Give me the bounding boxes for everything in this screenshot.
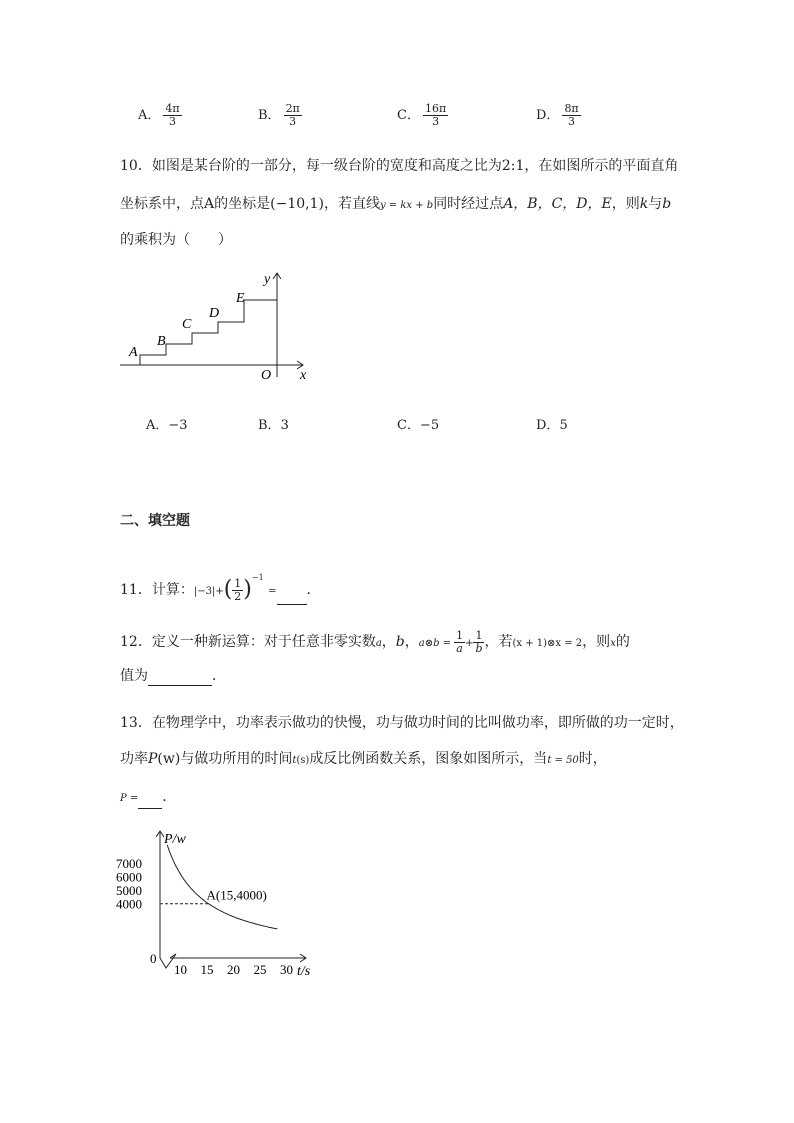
option-fraction	[163, 103, 181, 128]
q12-text: 12．定义一种新运算：对于任意非零实数	[120, 634, 376, 650]
q10-text: ，则	[611, 196, 640, 212]
q11-fraction	[232, 578, 243, 603]
q13-text: 功率	[120, 751, 148, 767]
option-letter: A．	[138, 108, 161, 123]
q12-line-2	[120, 666, 226, 686]
q10-text: ，若直线	[323, 196, 380, 212]
q12-text: ，	[404, 634, 419, 650]
q12-x: x	[610, 638, 616, 649]
fraction-numerator: 16π	[424, 102, 447, 115]
fraction-numerator: 1	[234, 576, 242, 590]
q11-paren-right: )	[243, 577, 252, 602]
point-d-label: D	[209, 306, 220, 321]
chart-y-tick-label: 4000	[116, 896, 142, 912]
fraction-denominator: 3	[432, 115, 440, 128]
q12-fraction-1	[454, 630, 465, 655]
q13-p: P	[148, 751, 158, 767]
option-letter: D．	[536, 418, 560, 433]
q10-k: k	[639, 196, 649, 212]
q12-expression: a⊗b =	[418, 638, 452, 649]
q11-plus: +	[215, 586, 224, 597]
fraction-denominator: b	[475, 641, 483, 655]
q13-line-1	[120, 713, 684, 733]
q12-text: 值为	[120, 668, 148, 684]
section-title: 二、填空题	[120, 513, 190, 529]
point-c-label: C	[182, 317, 192, 332]
q10-ratio: 2:1	[501, 158, 525, 174]
q10-text: 坐标系中，点A的坐标是	[120, 196, 271, 212]
q9-option-b[interactable]	[258, 103, 302, 128]
q10-text: 的乘积为（ ）	[120, 232, 232, 248]
q10-equation: y = kx + b	[379, 200, 434, 211]
chart-y-label: P/w	[164, 832, 186, 847]
option-letter: B．	[258, 418, 281, 433]
q10-option-d[interactable]	[536, 414, 568, 433]
q13-text: 时，	[578, 751, 607, 767]
x-axis-label: x	[300, 368, 307, 383]
q10-line-1	[120, 156, 678, 176]
staircase-figure	[115, 265, 315, 385]
q12-text: ，	[381, 634, 396, 650]
chart-x-tick-label: 25	[253, 962, 267, 977]
q11-line	[120, 565, 321, 605]
q10-option-b[interactable]	[258, 414, 289, 433]
chart-x-tick-label: 15	[200, 962, 214, 977]
chart-y-tick-label: 6000	[116, 869, 142, 885]
chart-y-tick-label: 0	[150, 951, 157, 966]
q12-plus: +	[465, 638, 474, 649]
chart-x-tick-label: 30	[280, 962, 293, 977]
q12-line-1	[120, 628, 630, 658]
fraction-numerator: 2π	[285, 102, 300, 115]
point-a-label: A	[129, 345, 138, 360]
q13-text: 成反比例函数关系，图象如图所示，当	[309, 751, 548, 767]
q12-text: ．	[212, 668, 226, 684]
q11-paren-left: (	[223, 577, 233, 602]
q11-text: ．	[306, 582, 321, 598]
power-time-chart	[110, 825, 340, 985]
fraction-denominator: 3	[568, 115, 576, 128]
fraction-denominator: a	[456, 641, 463, 655]
q10-option-c[interactable]	[397, 414, 439, 433]
y-axis-label: y	[264, 272, 271, 287]
q13-line-2	[120, 749, 607, 771]
q13-condition: t = 50	[547, 755, 579, 766]
q12-a: a	[375, 638, 382, 649]
origin-label: O	[261, 368, 272, 383]
option-letter: C．	[397, 418, 420, 433]
option-letter: A．	[146, 418, 169, 433]
q10-points: A，B，C，D，E	[503, 196, 612, 212]
point-b-label: B	[157, 334, 166, 349]
q13-p-equals: P =	[120, 793, 139, 804]
q12-answer-blank[interactable]	[148, 685, 212, 686]
q12-fraction-2	[473, 630, 484, 655]
chart-y-tick-label: 5000	[116, 883, 142, 899]
fraction-numerator: 8π	[564, 102, 579, 115]
q10-option-a[interactable]	[146, 414, 188, 433]
q13-text: 与做功所用的时间	[180, 751, 293, 767]
q13-text: ．	[162, 789, 177, 805]
q9-option-d[interactable]	[536, 103, 581, 128]
q10-text: 10．如图是某台阶的一部分，每一级台阶的宽度和高度之比为	[120, 158, 502, 174]
option-fraction	[284, 103, 302, 128]
q11-equals: =	[268, 586, 277, 597]
q9-option-c[interactable]	[397, 103, 448, 128]
point-e-label: E	[236, 291, 245, 306]
option-letter: D．	[536, 108, 560, 123]
option-fraction	[423, 103, 448, 128]
q10-b: b	[662, 196, 672, 212]
q10-text: 同时经过点	[433, 196, 504, 212]
chart-x-label: t/s	[297, 964, 311, 979]
q10-coordinate: (−10,1)	[270, 196, 324, 212]
q12-text: ，若	[484, 634, 513, 650]
q11-exponent: −1	[251, 573, 264, 582]
q13-t: t	[292, 755, 297, 766]
chart-x-tick-label: 20	[227, 962, 240, 977]
q11-answer-blank[interactable]	[277, 604, 307, 605]
q11-text: 11．计算：	[120, 582, 194, 598]
chart-annotation-label: A(15,4000)	[206, 887, 267, 903]
fraction-numerator: 1	[475, 628, 483, 642]
q10-text: 与	[648, 196, 663, 212]
q10-line-2	[120, 194, 671, 216]
q12-condition: (x + 1)⊗x = 2	[512, 638, 583, 649]
option-value: 5	[559, 418, 568, 433]
option-value: 3	[280, 418, 289, 433]
fraction-numerator: 1	[456, 628, 464, 642]
q12-text: ，则	[582, 634, 611, 650]
q13-line-3	[120, 787, 176, 809]
q9-option-a[interactable]	[138, 103, 182, 128]
option-letter: B．	[258, 108, 281, 123]
q13-unit-w: (w)	[157, 751, 181, 767]
q13-answer-blank[interactable]	[138, 808, 162, 809]
q13-text: 13．在物理学中，功率表示做功的快慢，功与做功时间的比叫做功率，即所做的功一定时，	[120, 715, 684, 731]
option-letter: C．	[397, 108, 420, 123]
q13-unit-s: (s)	[296, 755, 310, 766]
chart-x-ticks	[174, 962, 293, 977]
q12-text: 的	[615, 634, 630, 650]
option-fraction	[562, 103, 580, 128]
fraction-numerator: 4π	[165, 102, 180, 115]
option-value: −3	[168, 418, 188, 433]
q10-text: ，在如图所示的平面直角	[524, 158, 679, 174]
chart-x-tick-label: 10	[174, 962, 187, 977]
fraction-denominator: 2	[234, 589, 242, 603]
q10-line-3	[120, 230, 232, 250]
fraction-denominator: 3	[289, 115, 297, 128]
fraction-denominator: 3	[169, 115, 176, 128]
option-value: −5	[419, 418, 440, 433]
q12-b: b	[395, 634, 405, 650]
q11-abs-value: |−3|	[193, 586, 216, 597]
chart-y-ticks	[116, 856, 157, 966]
chart-y-tick-label: 7000	[116, 856, 142, 871]
